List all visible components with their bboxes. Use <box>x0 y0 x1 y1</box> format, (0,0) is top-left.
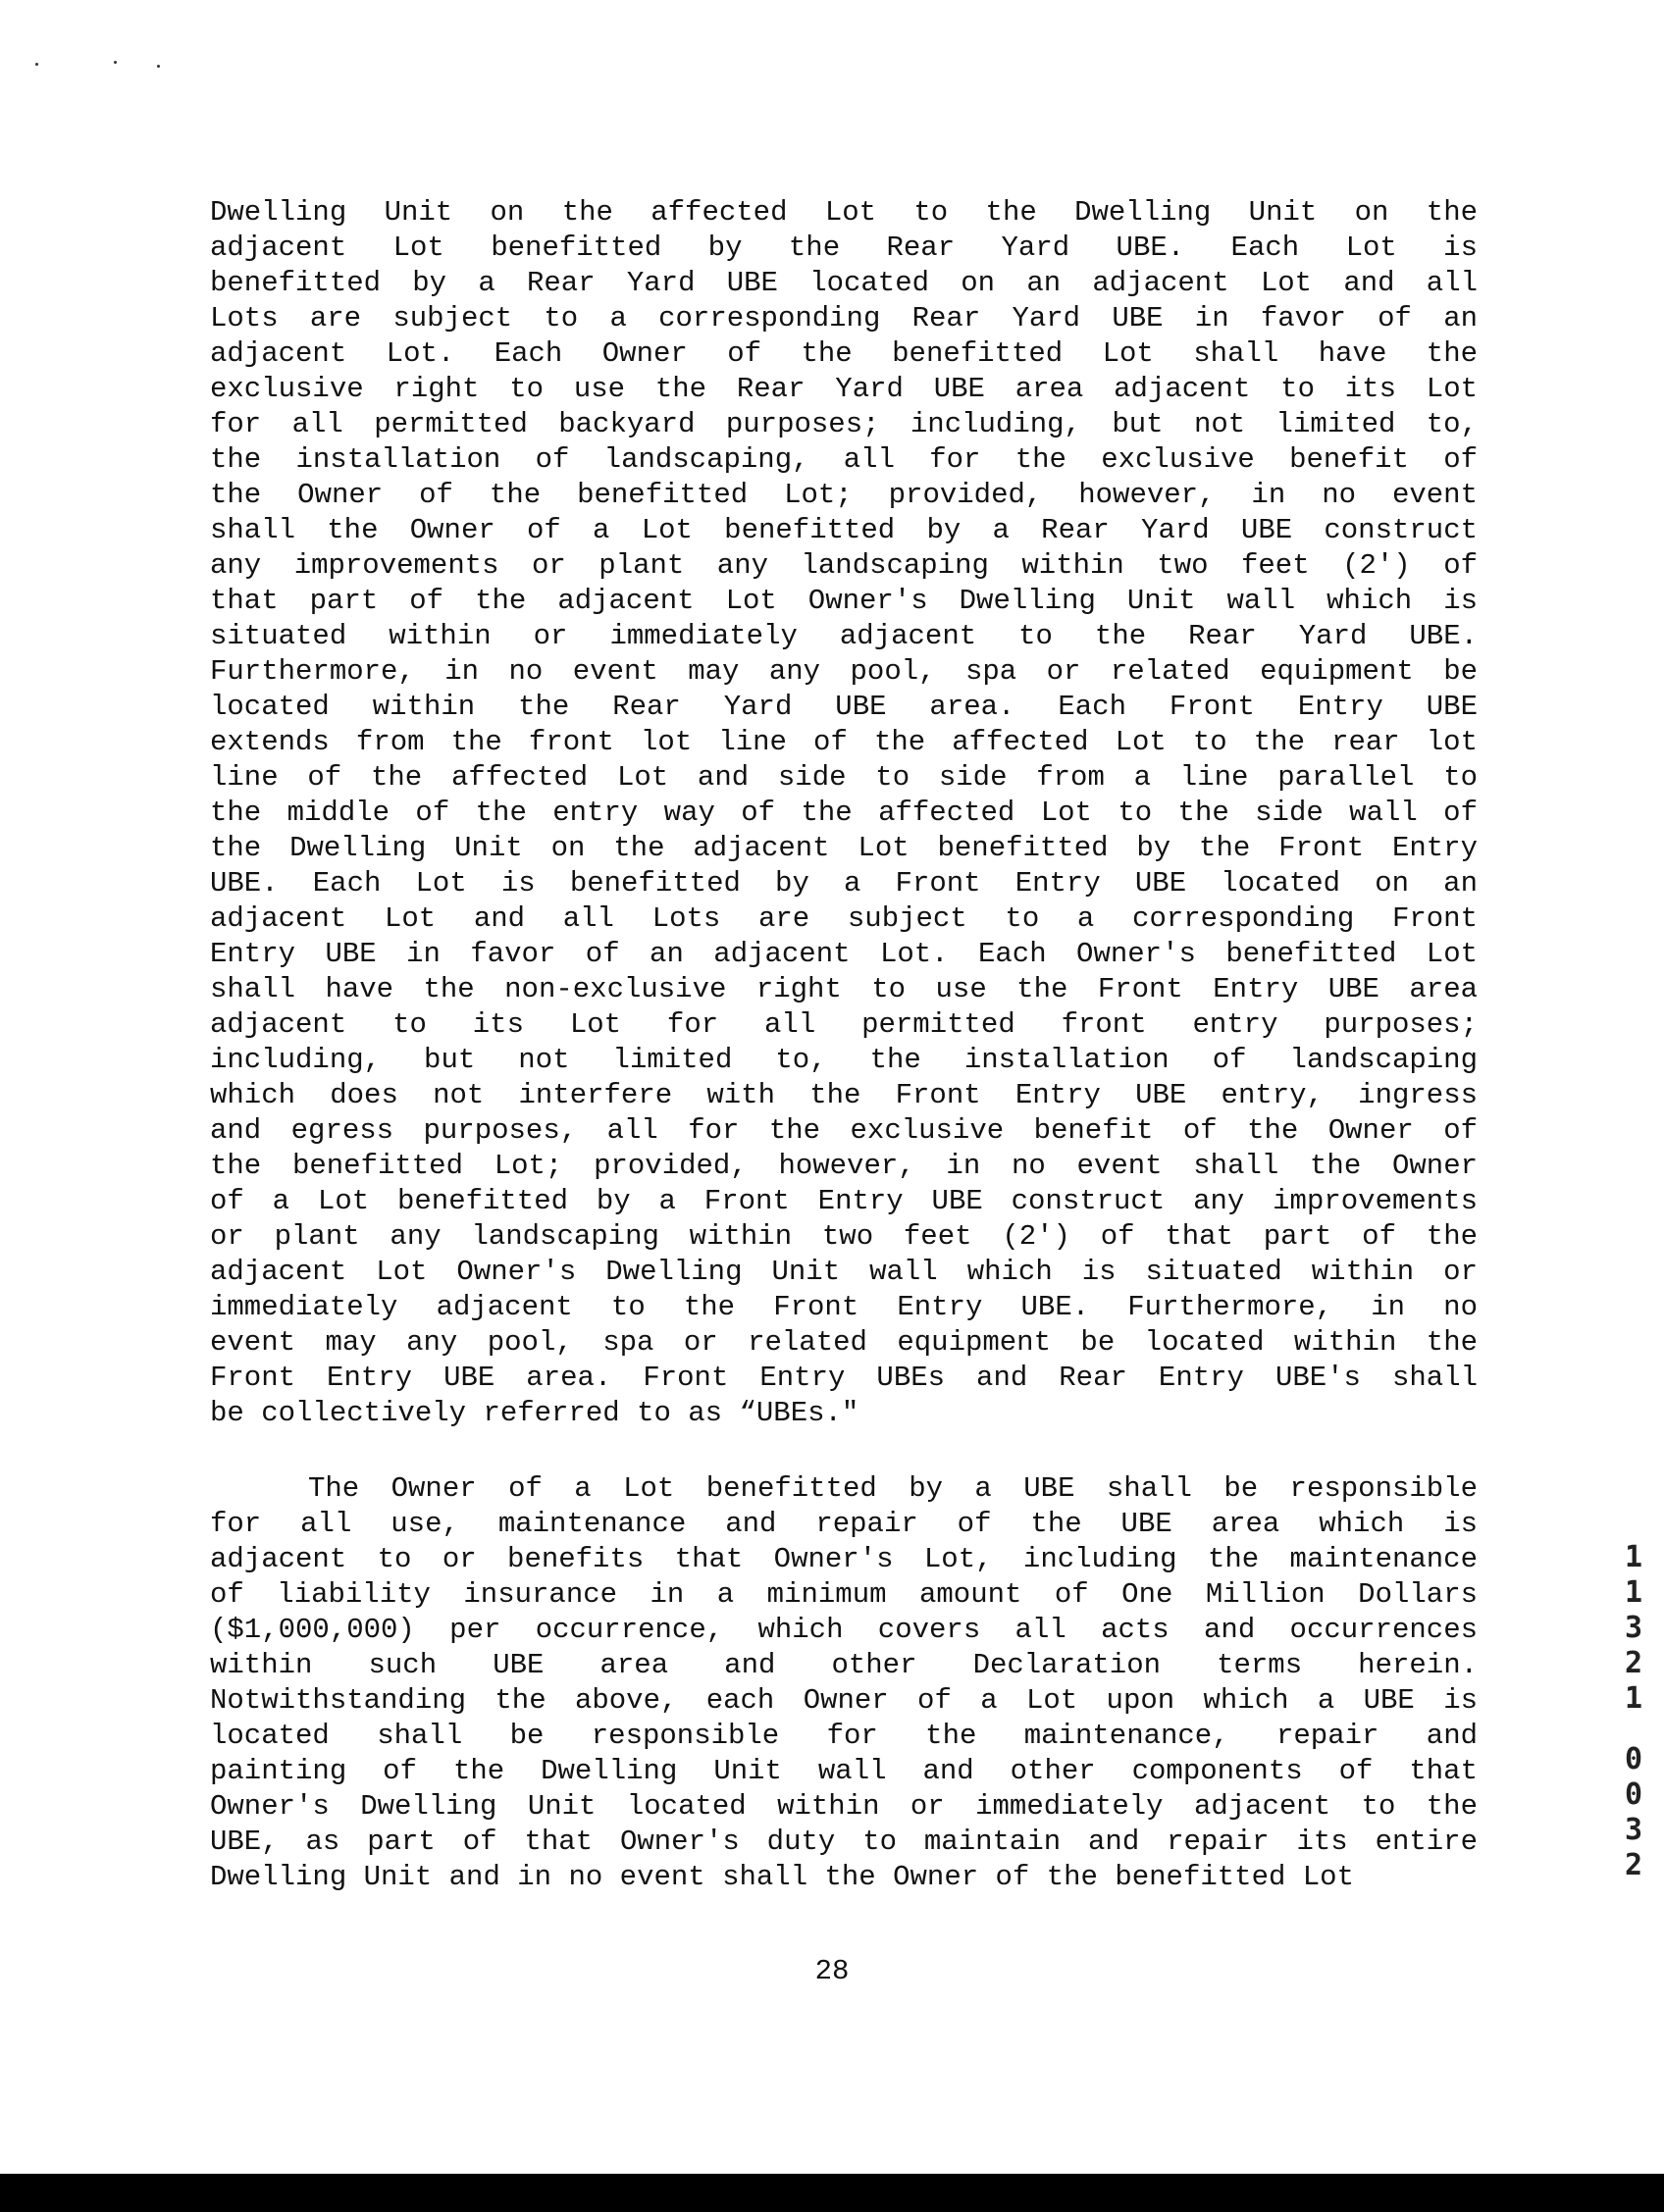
text-line: Dwelling Unit on the affected Lot to the Dwelling Unit on the <box>210 196 1478 229</box>
page-number: 28 <box>814 1955 850 1987</box>
text-line: including, but not limited to, the installation of landscaping <box>210 1044 1478 1076</box>
stamp-digit: 0 <box>1624 1742 1643 1776</box>
text-line: shall have the non-exclusive right to use the Front Entry UBE area <box>210 973 1478 1005</box>
text-line: Front Entry UBE area. Front Entry UBEs and Rear Entry UBE's shall <box>210 1362 1478 1394</box>
text-line: adjacent Lot Owner's Dwelling Unit wall which is situated within or <box>210 1256 1478 1288</box>
text-line: Notwithstanding the above, each Owner of a Lot upon which a UBE is <box>210 1684 1478 1717</box>
stamp-digit: 1 <box>1624 1575 1643 1610</box>
text-line: or plant any landscaping within two feet (2') of that part of the <box>210 1220 1478 1253</box>
text-line: extends from the front lot line of the affected Lot to the rear lot <box>210 726 1478 758</box>
text-line: of liability insurance in a minimum amount of One Million Dollars <box>210 1578 1478 1611</box>
scan-specks <box>35 59 232 71</box>
text-line: located within the Rear Yard UBE area. Each Front Entry UBE <box>210 691 1478 723</box>
text-line: of a Lot benefitted by a Front Entry UBE construct any improvements <box>210 1185 1478 1217</box>
text-line: Entry UBE in favor of an adjacent Lot. Each Owner's benefitted Lot <box>210 938 1478 970</box>
text-line: adjacent Lot and all Lots are subject to a corresponding Front <box>210 902 1478 935</box>
stamp-digit: 1 <box>1624 1681 1643 1716</box>
stamp-digit: 0 <box>1624 1777 1643 1812</box>
text-line: exclusive right to use the Rear Yard UBE area adjacent to its Lot <box>210 373 1478 405</box>
text-line: The Owner of a Lot benefitted by a UBE shall be responsible <box>308 1472 1478 1505</box>
text-line: for all permitted backyard purposes; including, but not limited to, <box>210 408 1478 440</box>
text-line: Dwelling Unit and in no event shall the Owner of the benefitted Lot <box>210 1861 1354 1893</box>
text-line: which does not interfere with the Front Entry UBE entry, ingress <box>210 1079 1478 1111</box>
text-line: and egress purposes, all for the exclusive benefit of the Owner of <box>210 1114 1478 1147</box>
text-line: Furthermore, in no event may any pool, spa or related equipment be <box>210 655 1478 688</box>
text-line: the Owner of the benefitted Lot; provided, however, in no event <box>210 479 1478 511</box>
text-line: the Dwelling Unit on the adjacent Lot benefitted by the Front Entry <box>210 832 1478 864</box>
text-line: immediately adjacent to the Front Entry UBE. Furthermore, in no <box>210 1291 1478 1323</box>
text-line: adjacent Lot benefitted by the Rear Yard UBE. Each Lot is <box>210 231 1478 264</box>
text-line: for all use, maintenance and repair of the UBE area which is <box>210 1508 1478 1540</box>
margin-stamp-top <box>1619 1540 1648 1717</box>
text-line: painting of the Dwelling Unit wall and other components of that <box>210 1755 1478 1787</box>
text-line: adjacent to or benefits that Owner's Lot, including the maintenance <box>210 1543 1478 1575</box>
text-line: within such UBE area and other Declaration terms herein. <box>210 1649 1478 1681</box>
text-line: the middle of the entry way of the affected Lot to the side wall of <box>210 797 1478 829</box>
margin-stamp-bottom <box>1619 1742 1648 1883</box>
stamp-digit: 3 <box>1624 1813 1643 1847</box>
stamp-digit: 1 <box>1624 1540 1643 1574</box>
text-line: adjacent Lot. Each Owner of the benefitted Lot shall have the <box>210 337 1478 370</box>
text-line: UBE. Each Lot is benefitted by a Front Entry UBE located on an <box>210 867 1478 900</box>
text-line: be collectively referred to as “UBEs." <box>210 1397 859 1429</box>
text-line: located shall be responsible for the maintenance, repair and <box>210 1720 1478 1752</box>
text-line: line of the affected Lot and side to side from a line parallel to <box>210 761 1478 794</box>
text-line: the benefitted Lot; provided, however, in no event shall the Owner <box>210 1150 1478 1182</box>
text-line: benefitted by a Rear Yard UBE located on an adjacent Lot and all <box>210 267 1478 299</box>
text-line: event may any pool, spa or related equipment be located within the <box>210 1326 1478 1359</box>
text-line: the installation of landscaping, all for the exclusive benefit of <box>210 443 1478 476</box>
text-line: any improvements or plant any landscaping within two feet (2') of <box>210 549 1478 582</box>
text-line: Owner's Dwelling Unit located within or immediately adjacent to the <box>210 1790 1478 1823</box>
stamp-digit: 2 <box>1624 1848 1643 1882</box>
text-line: ($1,000,000) per occurrence, which covers all acts and occurrences <box>210 1614 1478 1646</box>
text-line: shall the Owner of a Lot benefitted by a Rear Yard UBE construct <box>210 514 1478 546</box>
paragraph-1 <box>210 195 1478 1431</box>
text-line: situated within or immediately adjacent to the Rear Yard UBE. <box>210 620 1478 652</box>
text-line: UBE, as part of that Owner's duty to maintain and repair its entire <box>210 1826 1478 1858</box>
text-line: Lots are subject to a corresponding Rear Yard UBE in favor of an <box>210 302 1478 334</box>
text-line: that part of the adjacent Lot Owner's Dwelling Unit wall which is <box>210 585 1478 617</box>
stamp-digit: 2 <box>1624 1646 1643 1680</box>
stamp-digit: 3 <box>1624 1611 1643 1645</box>
paragraph-2 <box>210 1471 1478 1895</box>
text-line: adjacent to its Lot for all permitted front entry purposes; <box>210 1008 1478 1041</box>
